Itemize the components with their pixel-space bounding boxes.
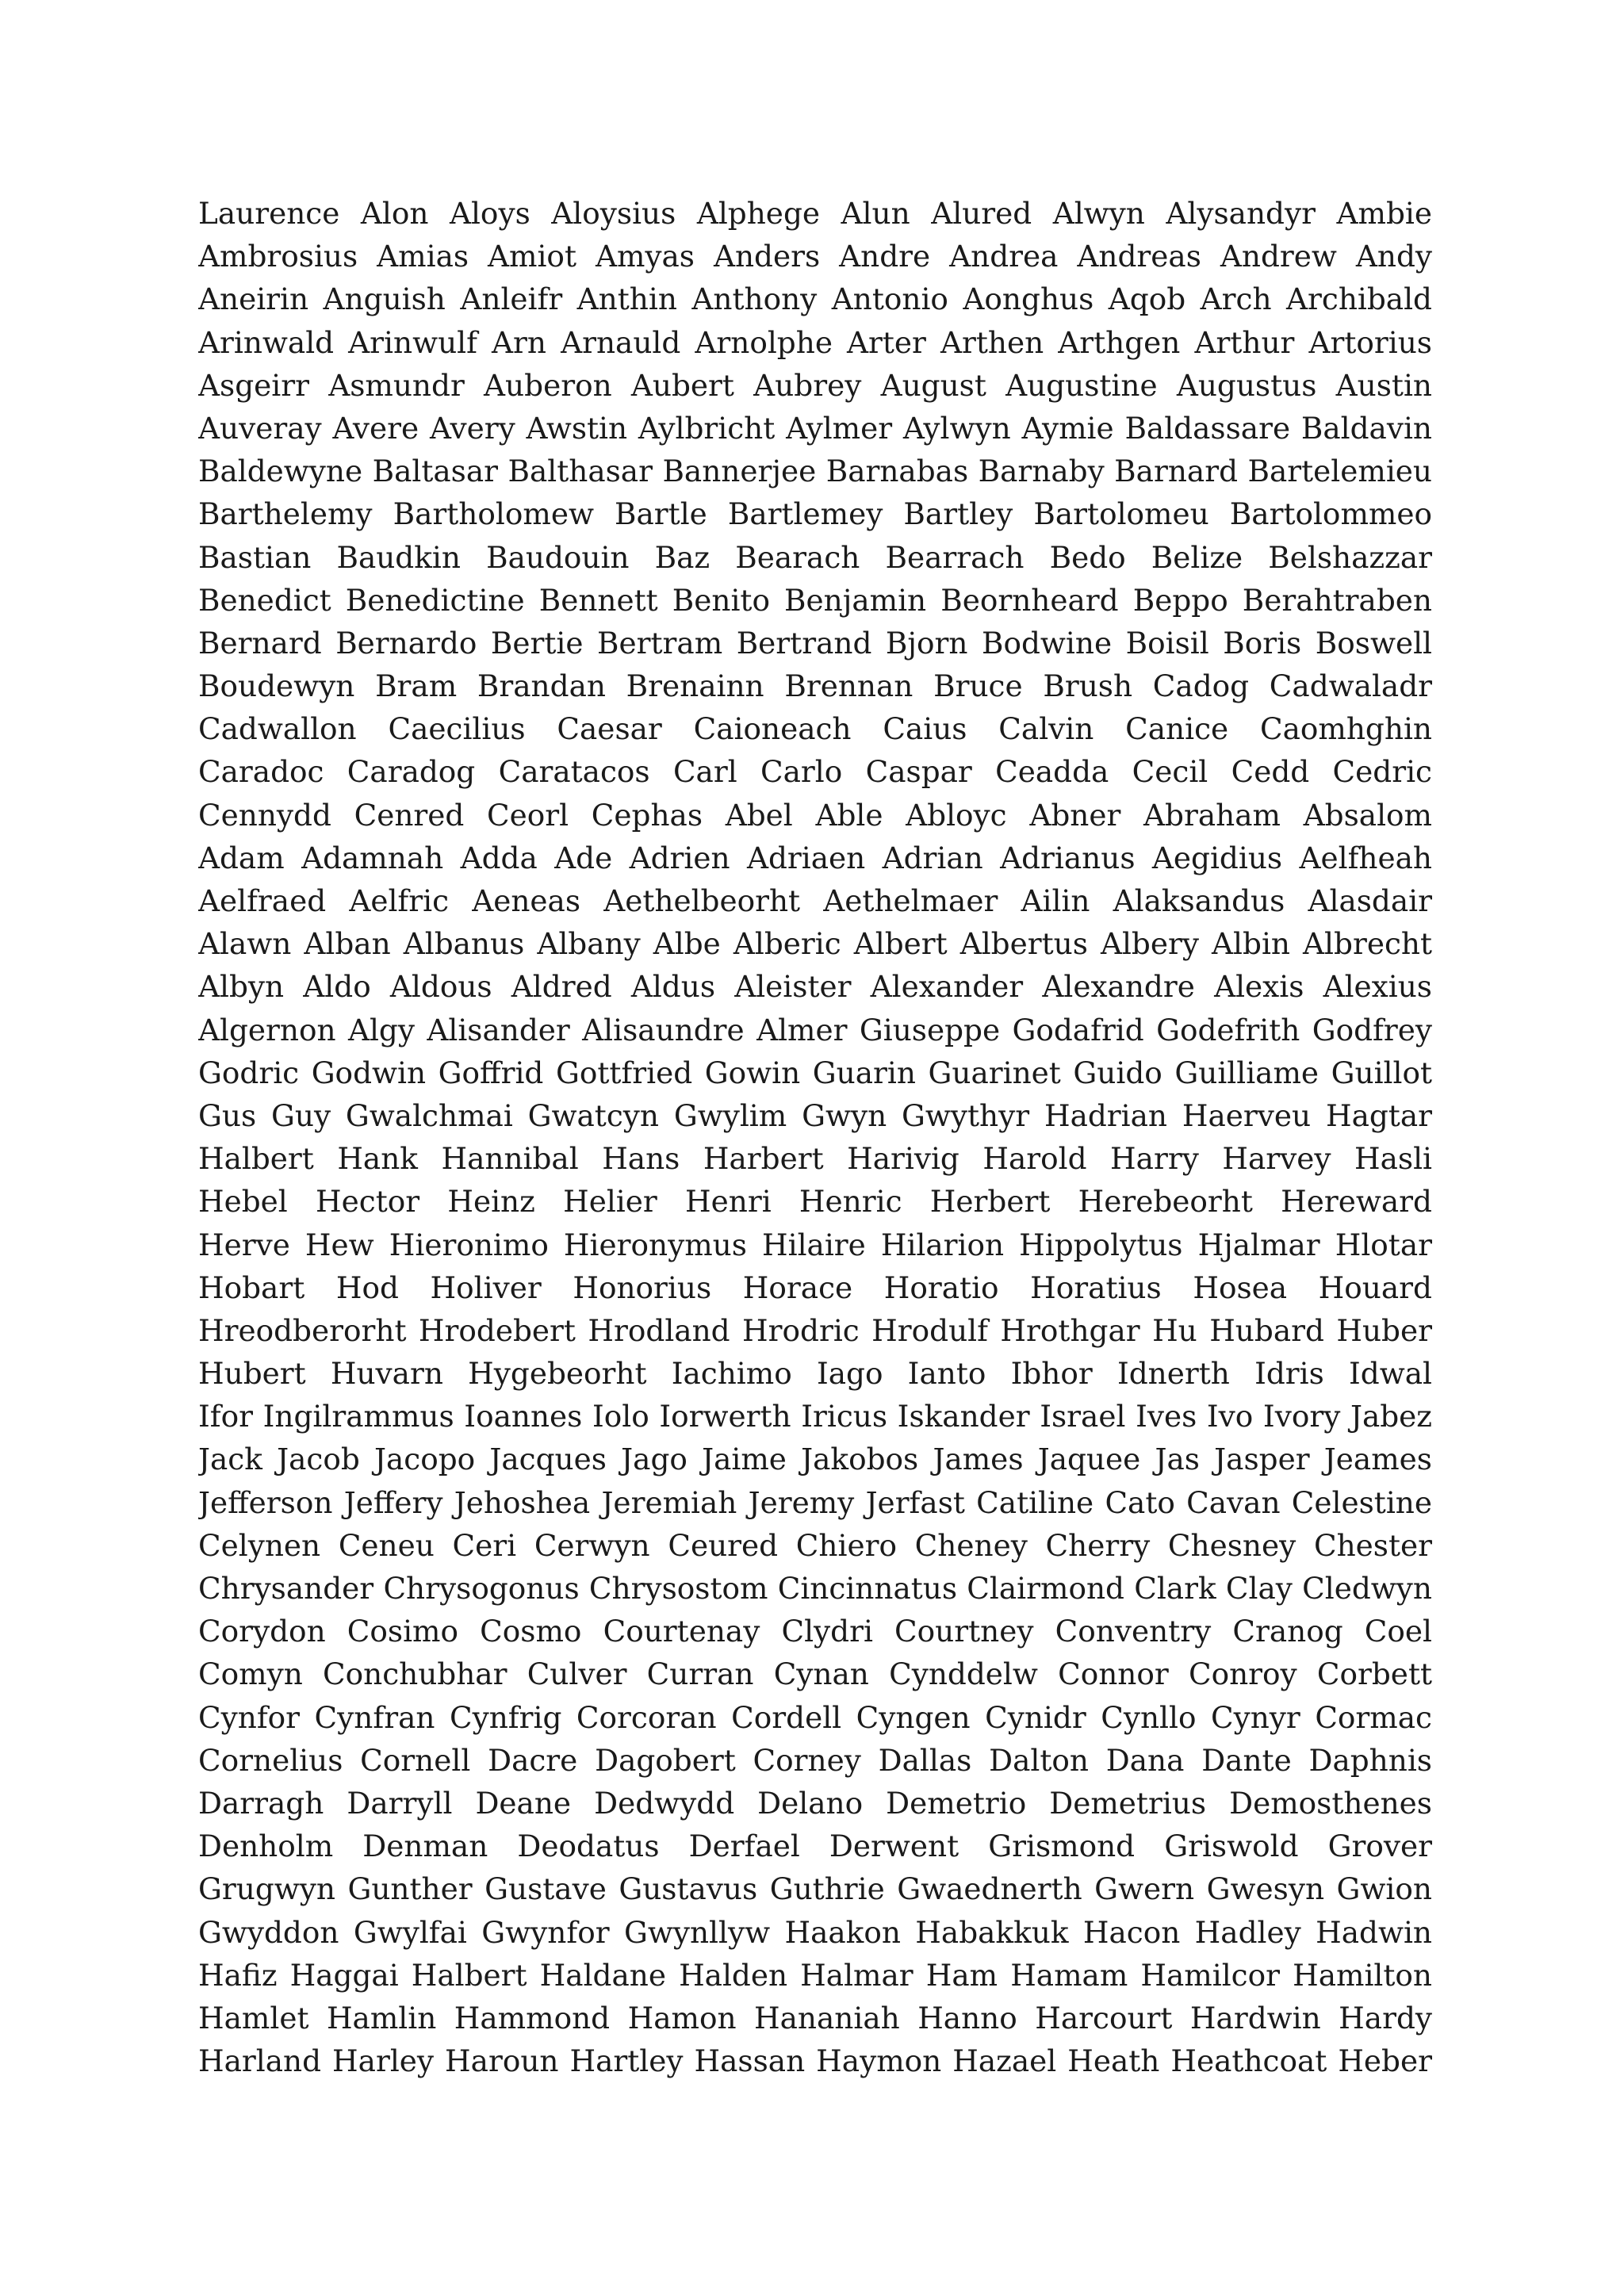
text-line-26: Hobart Hod Holiver Honorius Horace Horatio Horatius Hosea Houard xyxy=(198,1270,1432,1305)
text-line-22: Gus Guy Gwalchmai Gwatcyn Gwylim Gwyn Gwythyr Hadrian Haerveu Hagtar xyxy=(198,1097,1432,1133)
text-line-13: Cadwallon Caecilius Caesar Caioneach Caius Calvin Canice Caomhghin xyxy=(198,711,1432,747)
text-line-28: Hubert Huvarn Hygebeorht Iachimo Iago Ianto Ibhor Idnerth Idris Idwal xyxy=(198,1356,1432,1392)
text-line-38: Darragh Darryll Deane Dedwydd Delano Demetrio Demetrius Demosthenes xyxy=(198,1785,1432,1821)
text-line-23: Halbert Hank Hannibal Hans Harbert Harivig Harold Harry Harvey Hasli xyxy=(198,1141,1432,1177)
name-list-paragraph xyxy=(198,192,1432,2082)
text-line-5: Asgeirr Asmundr Auberon Aubert Aubrey August Augustine Augustus Austin xyxy=(198,367,1432,403)
text-line-32: Celynen Ceneu Ceri Cerwyn Ceured Chiero Cheney Cherry Chesney Chester xyxy=(198,1527,1432,1563)
text-line-30: Jack Jacob Jacopo Jacques Jago Jaime Jakobos James Jaquee Jas Jasper Jeames xyxy=(198,1442,1432,1477)
text-line-14: Caradoc Caradog Caratacos Carl Carlo Caspar Ceadda Cecil Cedd Cedric xyxy=(198,754,1432,790)
text-line-24: Hebel Hector Heinz Helier Henri Henric Herbert Herebeorht Hereward xyxy=(198,1184,1432,1220)
text-line-25: Herve Hew Hieronimo Hieronymus Hilaire Hilarion Hippolytus Hjalmar Hlotar xyxy=(198,1227,1432,1262)
text-line-12: Boudewyn Bram Brandan Brenainn Brennan Bruce Brush Cadog Cadwaladr xyxy=(198,668,1432,704)
text-line-6: Auveray Avere Avery Awstin Aylbricht Aylmer Aylwyn Aymie Baldassare Baldavin xyxy=(198,410,1432,446)
text-line-44: Harland Harley Haroun Hartley Hassan Haymon Hazael Heath Heathcoat Heber xyxy=(198,2043,1432,2079)
text-line-41: Gwyddon Gwylfai Gwynfor Gwynllyw Haakon Habakkuk Hacon Hadley Hadwin xyxy=(198,1914,1432,1950)
text-line-20: Algernon Algy Alisander Alisaundre Almer Giuseppe Godafrid Godefrith Godfrey xyxy=(198,1012,1432,1047)
text-line-43: Hamlet Hamlin Hammond Hamon Hananiah Hanno Harcourt Hardwin Hardy xyxy=(198,2000,1432,2035)
text-line-16: Adam Adamnah Adda Ade Adrien Adriaen Adrian Adrianus Aegidius Aelfheah xyxy=(198,840,1432,875)
text-line-11: Bernard Bernardo Bertie Bertram Bertrand Bjorn Bodwine Boisil Boris Boswell xyxy=(198,625,1432,661)
text-line-17: Aelfraed Aelfric Aeneas Aethelbeorht Aethelmaer Ailin Alaksandus Alasdair xyxy=(198,883,1432,918)
text-line-42: Hafiz Haggai Halbert Haldane Halden Halmar Ham Hamam Hamilcor Hamilton xyxy=(198,1957,1432,1993)
text-line-34: Corydon Cosimo Cosmo Courtenay Clydri Courtney Conventry Cranog Coel xyxy=(198,1614,1432,1649)
text-line-18: Alawn Alban Albanus Albany Albe Alberic Albert Albertus Albery Albin Albrecht xyxy=(198,926,1432,962)
text-line-31: Jefferson Jeffery Jehoshea Jeremiah Jeremy Jerfast Catiline Cato Cavan Celestine xyxy=(198,1484,1432,1520)
text-line-36: Cynfor Cynfran Cynfrig Corcoran Cordell Cyngen Cynidr Cynllo Cynyr Cormac xyxy=(198,1699,1432,1735)
text-line-2: Ambrosius Amias Amiot Amyas Anders Andre Andrea Andreas Andrew Andy xyxy=(198,239,1432,274)
text-line-33: Chrysander Chrysogonus Chrysostom Cincinnatus Clairmond Clark Clay Cledwyn xyxy=(198,1571,1432,1606)
text-line-9: Bastian Baudkin Baudouin Baz Bearach Bearrach Bedo Belize Belshazzar xyxy=(198,539,1432,575)
text-line-3: Aneirin Anguish Anleifr Anthin Anthony Antonio Aonghus Aqob Arch Archibald xyxy=(198,281,1432,317)
text-line-1: Laurence Alon Aloys Aloysius Alphege Alun Alured Alwyn Alysandyr Ambie xyxy=(198,196,1432,231)
text-line-19: Albyn Aldo Aldous Aldred Aldus Aleister Alexander Alexandre Alexis Alexius xyxy=(198,969,1432,1005)
text-line-40: Grugwyn Gunther Gustave Gustavus Guthrie Gwaednerth Gwern Gwesyn Gwion xyxy=(198,1871,1432,1907)
text-line-7: Baldewyne Baltasar Balthasar Bannerjee Barnabas Barnaby Barnard Bartelemieu xyxy=(198,454,1432,489)
text-line-37: Cornelius Cornell Dacre Dagobert Corney Dallas Dalton Dana Dante Daphnis xyxy=(198,1742,1432,1778)
text-line-21: Godric Godwin Goffrid Gottfried Gowin Guarin Guarinet Guido Guilliame Guillot xyxy=(198,1055,1432,1090)
text-line-10: Benedict Benedictine Bennett Benito Benjamin Beornheard Beppo Berahtraben xyxy=(198,582,1432,618)
text-line-35: Comyn Conchubhar Culver Curran Cynan Cynddelw Connor Conroy Corbett xyxy=(198,1656,1432,1692)
text-line-27: Hreodberorht Hrodebert Hrodland Hrodric Hrodulf Hrothgar Hu Hubard Huber xyxy=(198,1312,1432,1348)
text-line-29: Ifor Ingilrammus Ioannes Iolo Iorwerth Iricus Iskander Israel Ives Ivo Ivory Jabez xyxy=(198,1399,1432,1434)
text-line-8: Barthelemy Bartholomew Bartle Bartlemey Bartley Bartolomeu Bartolommeo xyxy=(198,496,1432,532)
text-line-39: Denholm Denman Deodatus Derfael Derwent Grismond Griswold Grover xyxy=(198,1829,1432,1864)
text-line-15: Cennydd Cenred Ceorl Cephas Abel Able Abloyc Abner Abraham Absalom xyxy=(198,797,1432,833)
text-line-4: Arinwald Arinwulf Arn Arnauld Arnolphe Arter Arthen Arthgen Arthur Artorius xyxy=(198,324,1432,360)
